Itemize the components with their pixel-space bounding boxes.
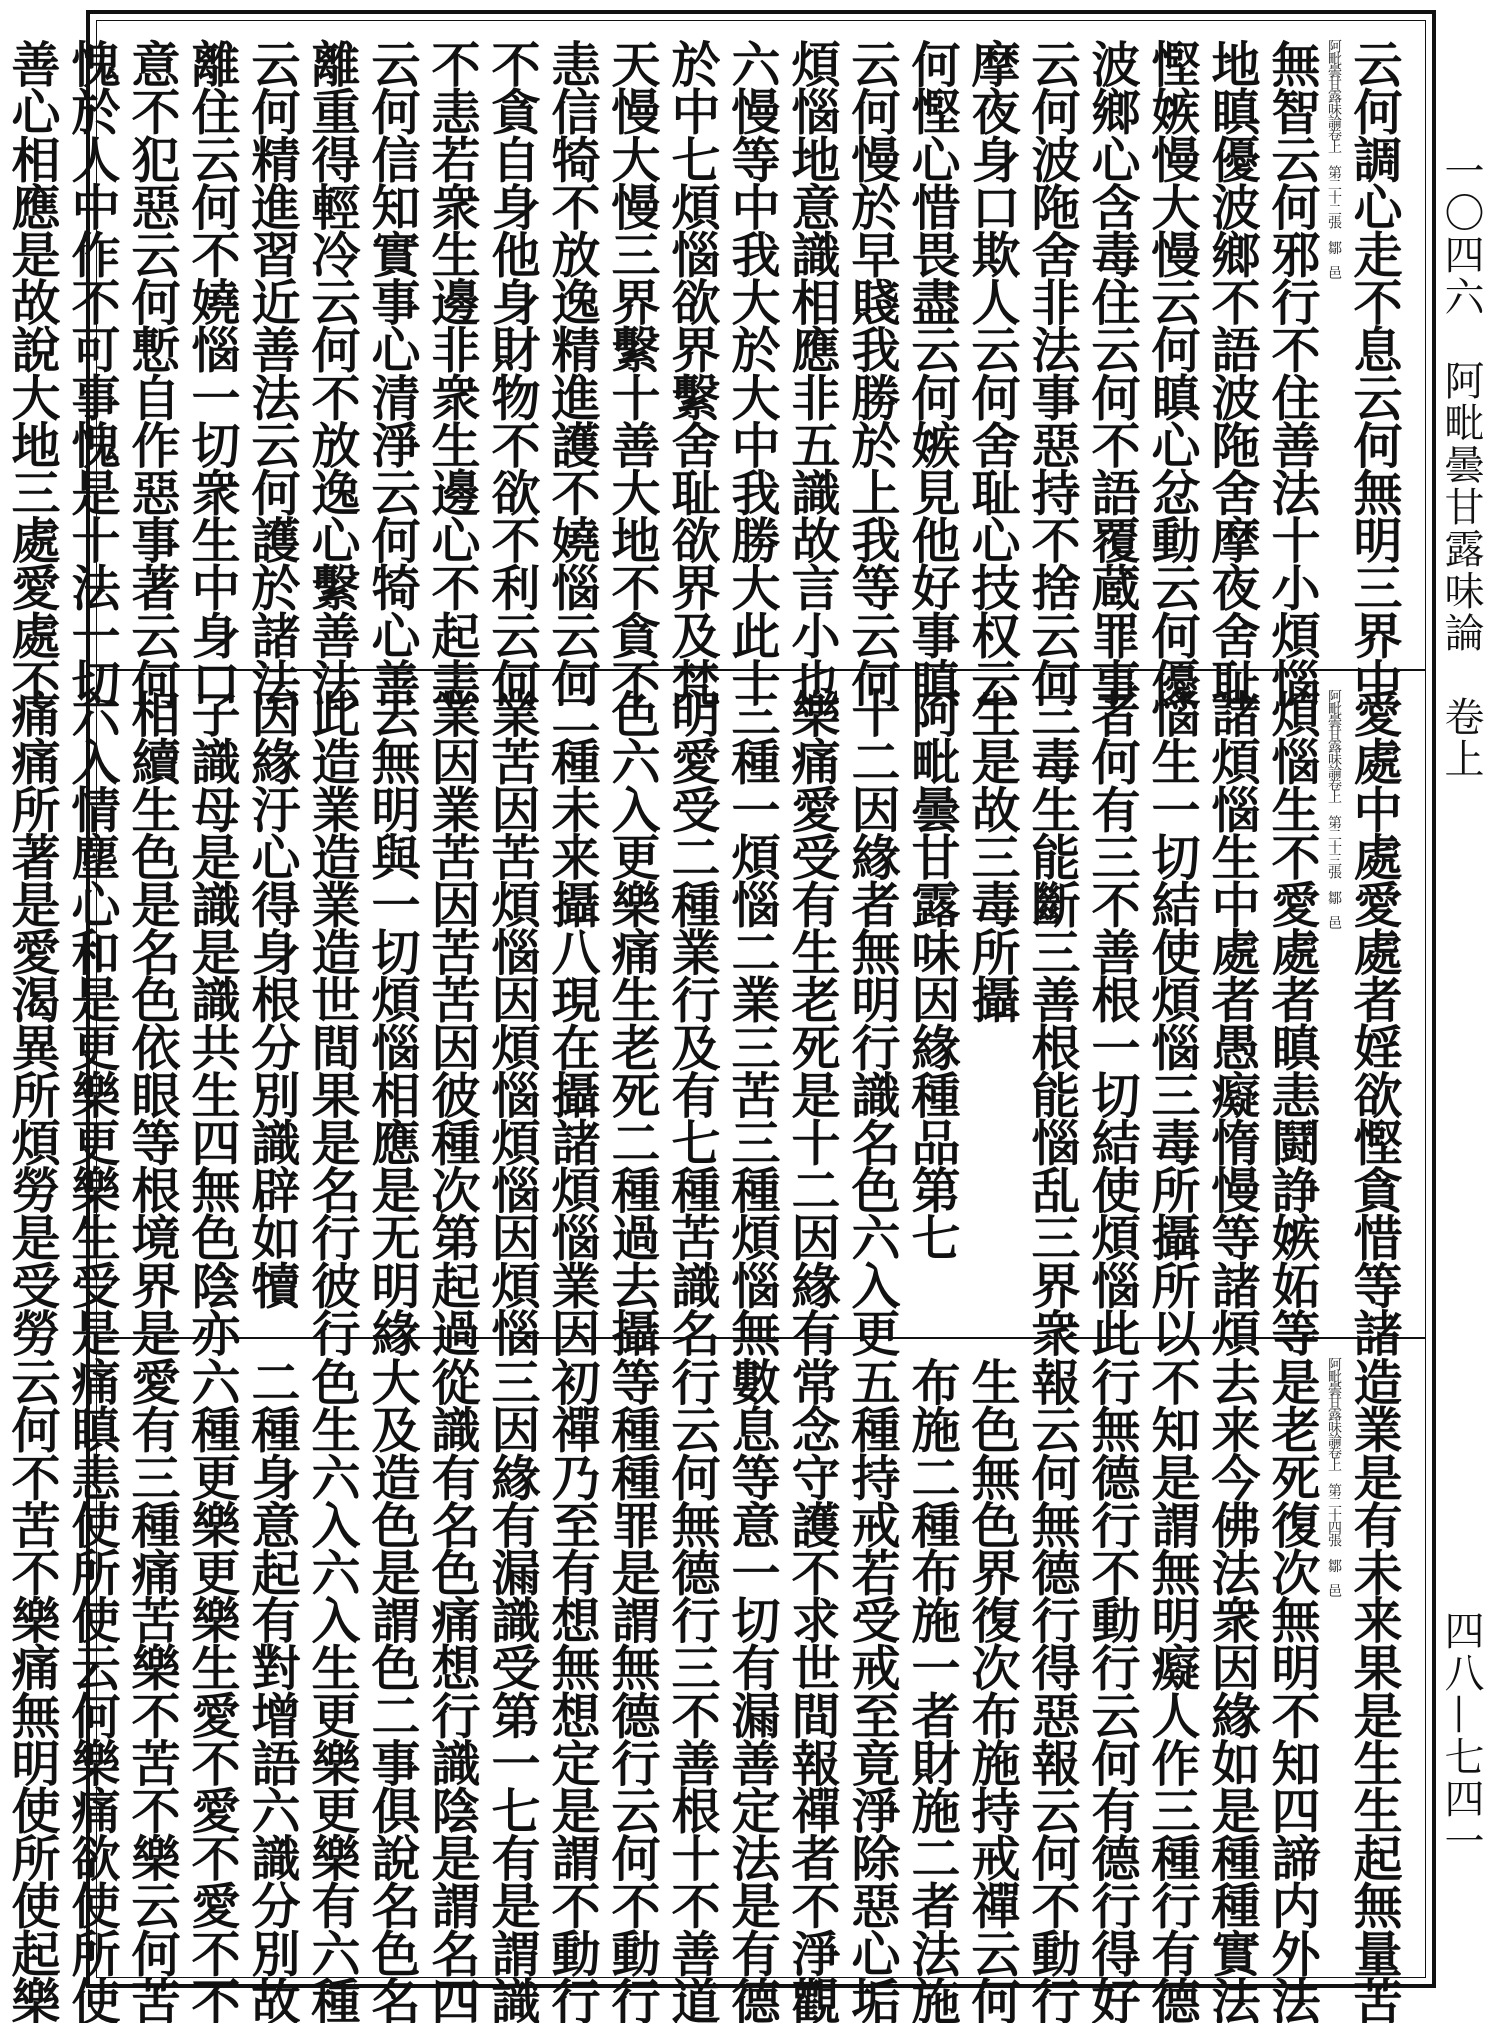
page-frame-inner <box>4 20 1426 2023</box>
text-column: 報云何無德行得惡報云何不動行 <box>1024 1357 1082 2023</box>
text-column: 云何波陁舍非法事惡持不捨云何 <box>1024 39 1082 706</box>
text-column: 相續生色是名色依眼等根境界是 <box>124 689 182 1356</box>
text-column: 地瞋優波鄉不語波陁舍摩夜舍耻 <box>1204 39 1262 706</box>
text-column: 天慢大慢三界繫十善大地不貪不 <box>604 39 662 706</box>
text-column: 愛處中處愛處者婬欲慳貪惜等諸 <box>1346 689 1404 1356</box>
text-column: 業因業苦因苦苦因彼種次第起過 <box>424 689 482 1356</box>
panel-3-columns <box>4 1357 1405 2023</box>
panel-header: 阿毗曇甘露味論卷上 第二十二張 鄒 邑 <box>1326 39 1342 279</box>
margin-page-number: 四八—七四一 <box>1438 1610 1484 1862</box>
text-column: 善心相應是故說大地三處愛處不 <box>4 39 62 706</box>
page-frame <box>4 10 1436 2023</box>
text-column: 行云何無德行三不善根十不善道 <box>664 1357 722 2023</box>
text-column: 者何有三不善根一切結使煩惱此 <box>1084 689 1142 1356</box>
text-column: 云何精進習近善法云何護於諸法 <box>244 39 302 706</box>
text-column: 五種持戒若受戒至竟淨除惡心垢 <box>844 1357 902 2023</box>
text-column: 去無明與一切煩惱相應是无明緣 <box>364 689 422 1356</box>
text-column: 離住云何不嬈惱一切衆生中身口 <box>184 39 242 706</box>
text-column: 不恚若衆生邊非衆生邊心不起恚 <box>424 39 482 706</box>
text-column: 六入情塵心和是更樂更樂生受是 <box>64 689 122 1356</box>
text-column: 是老死復次無明不知四諦内外法 <box>1264 1357 1322 2023</box>
text-column: 子識母是識是識共生四無色陰亦 <box>184 689 242 1356</box>
text-column: 從識有名色痛想行識陰是謂名四 <box>424 1357 482 2023</box>
text-column: 何慳心惜畏盡云何嫉見他好事瞋 <box>904 39 962 706</box>
text-column: 意不犯惡云何慙自作惡事著云何 <box>124 39 182 706</box>
text-column: 云何不苦不樂痛無明使所使起樂 <box>4 1357 62 2023</box>
text-column: 煩惱地意識相應非五識故言小也 <box>784 39 842 706</box>
text-column: 痛瞋恚使所使云何樂痛欲使所使 <box>64 1357 122 2023</box>
text-column: 惱生一切結使煩惱三毒所攝所以 <box>1144 689 1202 1356</box>
text-column: 恚信犄不放逸精進護不嬈惱云何 <box>544 39 602 706</box>
margin-title: 一〇四六 阿毗曇甘露味論 卷上 <box>1438 150 1484 780</box>
text-column: 六慢等中我大於大中我勝大此十 <box>724 39 782 706</box>
text-column: 三種一煩惱二業三苦三種煩惱無 <box>724 689 782 1356</box>
panel-3 <box>4 1339 1425 2023</box>
text-column: 等種種罪是謂無德行云何不動行 <box>604 1357 662 2023</box>
text-column: 十二因緣者無明行識名色六入更 <box>844 689 902 1356</box>
text-column: 離重得輕冷云何不放逸心繫善法 <box>304 39 362 706</box>
text-column: 布施二種布施一者財施二者法施 <box>904 1357 962 2023</box>
text-column: 煩惱生不愛處者瞋恚鬪諍嫉妬等 <box>1264 689 1322 1356</box>
text-column: 初禪乃至有想無想定是謂不動行 <box>544 1357 602 2023</box>
text-column: 二種身意起有對增語六識分別故 <box>244 1357 302 2023</box>
text-column: 去来今佛法衆因緣如是種種實法 <box>1204 1357 1262 2023</box>
text-column: 摩夜身口欺人云何舍耻心技权云 <box>964 39 1022 706</box>
text-column: 造業是有未来果是生生起無量苦 <box>1346 1357 1404 2023</box>
text-column: 波鄉心含毒住云何不語覆蔵罪事 <box>1084 39 1142 706</box>
text-column: 大及造色是謂色二事俱說名色名 <box>364 1357 422 2023</box>
text-column: 業苦因苦煩惱因煩惱煩惱因煩惱 <box>484 689 542 1356</box>
text-column: 愧於人中作不可事愧是十法一切 <box>64 39 122 706</box>
text-column: 於中七煩惱欲界繫舍耻欲界及梵 <box>664 39 722 706</box>
text-column: 明愛受二種業行及有七種苦識名 <box>664 689 722 1356</box>
text-column: 三因緣有漏識受第一七有是謂識 <box>484 1357 542 2023</box>
text-column: 此造業造業造世間果是名行彼行 <box>304 689 362 1356</box>
text-column: 數息等意一切有漏善定法是有德 <box>724 1357 782 2023</box>
panel-header: 阿毗曇甘露味論卷上 第二十三張 鄒 邑 <box>1326 689 1342 929</box>
panel-1-columns <box>4 39 1405 706</box>
text-column: 常念守護不求世間報禪者不淨觀 <box>784 1357 842 2023</box>
text-column: 色六入更樂痛生老死二種過去攝 <box>604 689 662 1356</box>
panel-1 <box>4 21 1425 706</box>
text-column: 不貪自身他身財物不欲不利云何 <box>484 39 542 706</box>
text-column: 云何慢於早賤我勝於上我等云何 <box>844 39 902 706</box>
chapter-title: 阿毗曇甘露味因緣種品第七 <box>904 689 962 1261</box>
text-column: 云何信知實事心清淨云何犄心善 <box>364 39 422 706</box>
text-column: 生色無色界復次布施持戒禪云何 <box>964 1357 1022 2023</box>
panel-2 <box>4 671 1425 1356</box>
text-column: 愛有三種痛苦樂不苦不樂云何苦 <box>124 1357 182 2023</box>
text-column: 色生六入六入生更樂更樂有六種 <box>304 1357 362 2023</box>
panel-header: 阿毗曇甘露味論卷上 第二十四張 鄒 邑 <box>1326 1357 1342 1597</box>
text-column: 諸煩惱生中處者愚癡惰慢等諸煩 <box>1204 689 1262 1356</box>
text-column: 無智云何邪行不住善法十小煩惱 <box>1264 39 1322 706</box>
text-column: 不知是謂無明癡人作三種行有德 <box>1144 1357 1202 2023</box>
panel-2-columns <box>4 689 1405 1356</box>
text-column: 因緣汙心得身根分別識辟如犢 <box>244 689 302 1308</box>
text-column: 慳嫉慢大慢云何瞋心忿動云何優 <box>1144 39 1202 706</box>
text-column: 六種更樂更樂生愛不愛不愛不不 <box>184 1357 242 2023</box>
text-column: 生是故三毒所攝 <box>964 689 1022 1023</box>
text-column: 痛痛所著是愛渴異所煩勞是受勞 <box>4 689 62 1356</box>
text-column: 樂痛愛受有生老死是十二因緣有 <box>784 689 842 1356</box>
text-column: 云何調心走不息云何無明三界中 <box>1346 39 1404 706</box>
text-column: 二種未来攝八現在攝諸煩惱業因 <box>544 689 602 1356</box>
text-column: 行無德行不動行云何有德行得好 <box>1084 1357 1142 2023</box>
text-column: 三毒生能斷三善根能惱乱三界衆 <box>1024 689 1082 1356</box>
